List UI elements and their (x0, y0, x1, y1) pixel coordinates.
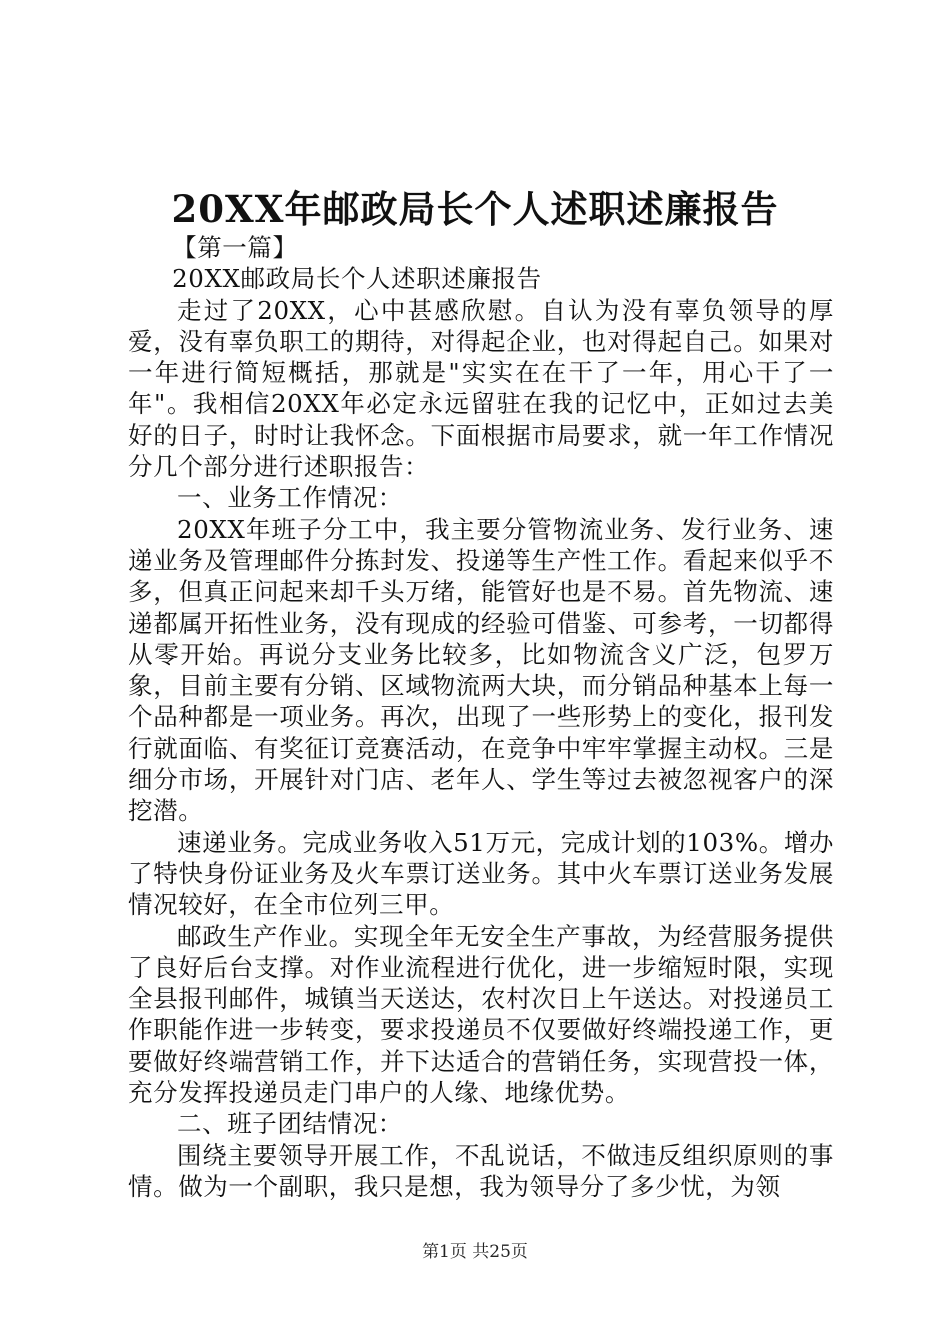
paragraph-express: 速递业务。完成业务收入51万元，完成计划的103%。增办了特快身份证业务及火车票订送业务。其中火车票订送业务发展情况较好，在全市位列三甲。 (128, 827, 835, 920)
section-heading-unity: 二、班子团结情况： (177, 1109, 403, 1139)
paragraph-business: 20XX年班子分工中，我主要分管物流业务、发行业务、速递业务及管理邮件分拣封发、投递等生产性工作。看起来似乎不多，但真正问起来却千头万绪，能管好也是不易。首先物流、速递都属开拓性业务，没有现成的经验可借鉴、可参考，一切都得从零开始。再说分支业务比较多，比如物流含义广泛，包罗万象，目前主要有分销、区域物流两大块，而分销品种基本上每一个品种都是一项业务。再次，出现了一些形势上的变化，报刊发行就面临、有奖征订竞赛活动，在竞争中牢牢掌握主动权。三是细分市场，开展针对门店、老年人、学生等过去被忽视客户的深挖潜。 (128, 514, 834, 826)
report-subtitle: 20XX邮政局长个人述职述廉报告 (172, 264, 542, 294)
section-marker: 【第一篇】 (172, 233, 298, 262)
paragraph-unity: 围绕主要领导开展工作，不乱说话，不做违反组织原则的事情。做为一个副职，我只是想，我为领导分了多少忧，为领 (128, 1140, 834, 1201)
paragraph-production: 邮政生产作业。实现全年无安全生产事故，为经营服务提供了良好后台支撑。对作业流程进行优化，进一步缩短时限，实现全县报刊邮件，城镇当天送达，农村次日上午送达。对投递员工作职能作进一步转变，要求投递员不仅要做好终端投递工作，更要做好终端营销工作，并下达适合的营销任务，实现营投一体，充分发挥投递员走门串户的人缘、地缘优势。 (128, 921, 834, 1108)
document-body (128, 232, 834, 1202)
document-title: 20XX年邮政局长个人述职述廉报告 (171, 187, 779, 231)
section-heading-business: 一、业务工作情况： (177, 483, 403, 513)
page-footer: 第1页 共25页 (422, 1242, 528, 1262)
paragraph-intro: 走过了20XX，心中甚感欣慰。自认为没有辜负领导的厚爱，没有辜负职工的期待，对得起企业，也对得起自己。如果对一年进行简短概括，那就是"实实在在干了一年，用心干了一年"。我相信20XX年必定永远留驻在我的记忆中，正如过去美好的日子，时时让我怀念。下面根据市局要求，就一年工作情况分几个部分进行述职报告： (128, 295, 834, 482)
